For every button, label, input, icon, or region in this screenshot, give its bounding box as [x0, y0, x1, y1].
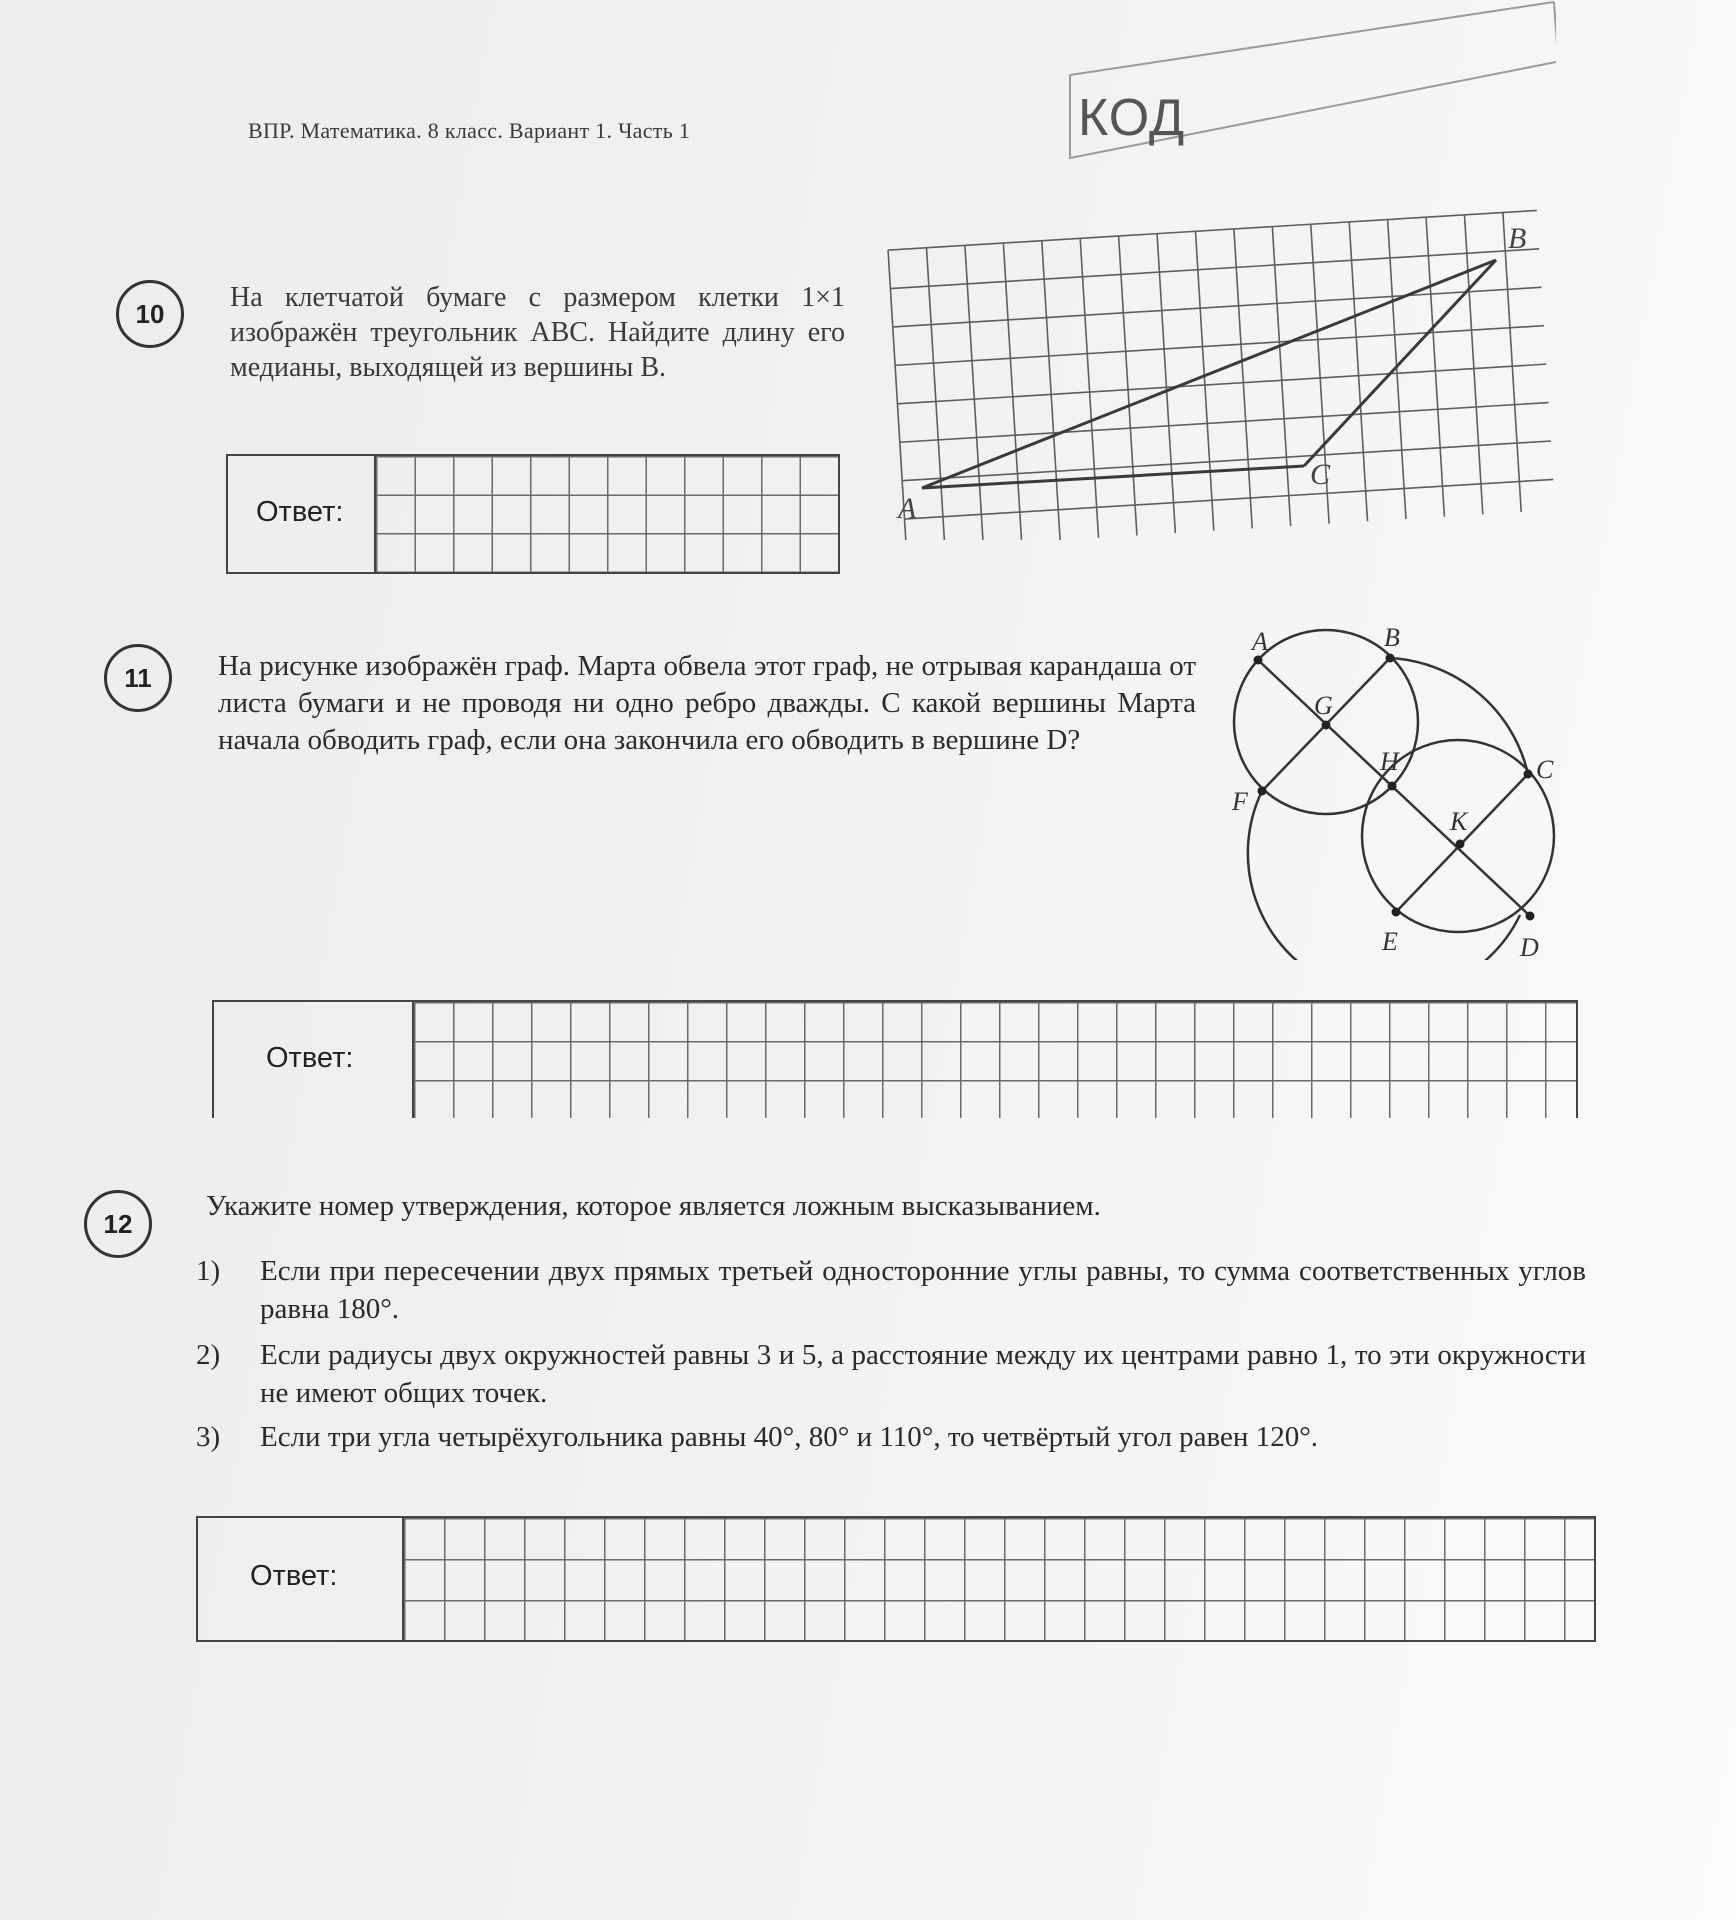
task11-answer-label: Ответ: [266, 1042, 354, 1074]
task12-answer-label: Ответ: [250, 1560, 338, 1592]
statement-number: 1) [196, 1255, 221, 1287]
statement-text: Если три угла четырёхугольника равны 40°, 80° и 110°, то четвёртый угол равен 120°. [260, 1421, 1319, 1453]
graph-label-d: D [1520, 933, 1539, 960]
task11-text: На рисунке изображён граф. Марта обвела этот граф, не отрывая карандаша от листа бумаги и не проводя ни одно ребро дважды. С какой вершины Марта начала обводить граф, если она закончила его обводить в вершине D? [218, 650, 1196, 756]
graph-vertex-g [1322, 721, 1331, 730]
grid-line [1503, 212, 1521, 511]
grid-line [902, 441, 1551, 481]
task12-answer-field[interactable] [402, 1518, 1594, 1640]
graph-vertex-h [1388, 782, 1397, 791]
graph-vertex-e [1392, 908, 1401, 917]
vertex-label-c: C [1310, 458, 1331, 491]
graph-label-f: F [1232, 787, 1248, 816]
grid-line [895, 326, 1544, 366]
graph-vertex-k [1456, 840, 1465, 849]
task-number-12: 12 [84, 1190, 152, 1258]
graph-vertex-d [1526, 912, 1535, 921]
statement-number: 2) [196, 1339, 221, 1371]
grid-line [1272, 227, 1290, 526]
graph-label-c: C [1536, 755, 1554, 784]
task10-answer-label: Ответ: [256, 496, 344, 528]
grid-line [965, 245, 983, 540]
graph-label-b: B [1384, 623, 1400, 652]
task11-graph-figure [1220, 620, 1580, 960]
grid-line [1388, 220, 1406, 519]
graph-vertex-f [1258, 787, 1267, 796]
page-header: ВПР. Математика. 8 класс. Вариант 1. Часть 1 [248, 118, 691, 143]
task10-answer-box [226, 454, 840, 574]
statement-text: Если при пересечении двух прямых третьей односторонние углы равны, то сумма соответственных углов равна 180°. [260, 1255, 1586, 1325]
grid-line [1426, 217, 1444, 516]
grid-line [893, 287, 1542, 327]
graph-label-k: K [1450, 807, 1468, 836]
task11-answer-field[interactable] [412, 1002, 1576, 1118]
graph-label-h: H [1380, 747, 1399, 776]
task10-grid-figure [876, 200, 1566, 540]
task11-answer-box [212, 1000, 1578, 1118]
graph-vertex-b [1386, 654, 1395, 663]
grid-line [1157, 234, 1175, 533]
vertex-label-a: A [898, 492, 917, 525]
triangle-side-bc [1304, 260, 1496, 466]
grid-line [1195, 231, 1213, 530]
grid-line [905, 479, 1554, 519]
statement-number: 3) [196, 1421, 221, 1453]
grid-line [900, 403, 1549, 443]
vertex-label-b: B [1508, 222, 1527, 255]
grid-line [1003, 243, 1021, 540]
grid-line [926, 248, 944, 540]
grid-line [1349, 222, 1367, 521]
grid-line [888, 210, 1537, 250]
grid-line [1464, 215, 1482, 514]
task12-text: Укажите номер утверждения, которое является ложным высказыванием. [206, 1190, 1101, 1222]
statement-item-1 [196, 1252, 1586, 1332]
task12-answer-box [196, 1516, 1596, 1642]
graph-vertex-c [1524, 770, 1533, 779]
grid-line [1080, 238, 1098, 537]
statement-item-3 [196, 1418, 1586, 1458]
task10-text: На клетчатой бумаге с размером клетки 1×1 изображён треугольник ABC. Найдите длину его медианы, выходящей из вершины B. [230, 282, 845, 383]
statement-item-2 [196, 1336, 1586, 1416]
graph-label-g: G [1314, 691, 1333, 720]
graph-label-e: E [1382, 927, 1398, 956]
task-number-11: 11 [104, 644, 172, 712]
task-number-10: 10 [116, 280, 184, 348]
task10-answer-field[interactable] [374, 456, 838, 572]
graph-label-a: A [1252, 627, 1268, 656]
statement-text: Если радиусы двух окружностей равны 3 и 5, а расстояние между их центрами равно 1, то эти окружности не имеют общих точек. [260, 1339, 1586, 1409]
code-label: КОД [1078, 89, 1186, 147]
grid-line [1234, 229, 1252, 528]
grid-line [1119, 236, 1137, 535]
graph-vertex-a [1254, 656, 1263, 665]
grid-line [1042, 241, 1060, 540]
